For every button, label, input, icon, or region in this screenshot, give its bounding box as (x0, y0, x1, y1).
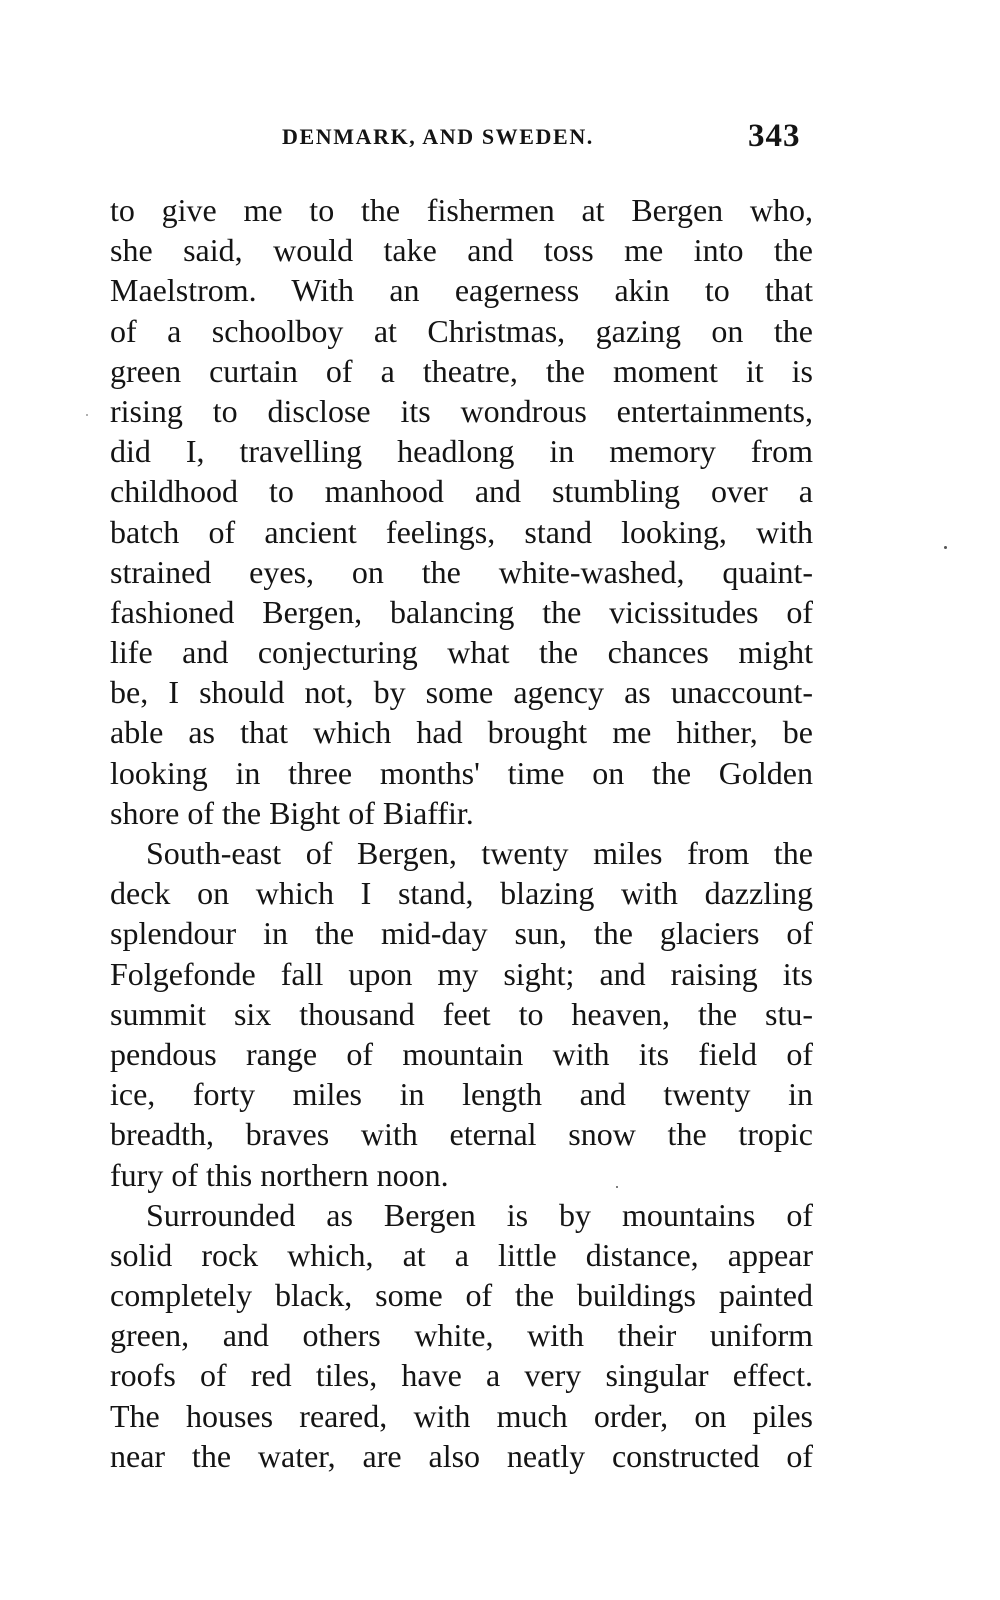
scan-speck (944, 546, 947, 549)
text-line: looking in three months' time on the Golden (110, 754, 813, 791)
text-line: fury of this northern noon. (110, 1156, 449, 1193)
body-text (110, 190, 813, 1476)
running-title: DENMARK, AND SWEDEN. (282, 124, 594, 149)
scan-speck (616, 1186, 618, 1188)
text-line: breadth, braves with eternal snow the tropic (110, 1116, 813, 1153)
text-line: Surrounded as Bergen is by mountains of (146, 1196, 813, 1233)
running-header (0, 118, 1000, 158)
text-line: life and conjecturing what the chances might (110, 634, 813, 671)
text-line: green, and others white, with their uniform (110, 1317, 813, 1354)
text-line: shore of the Bight of Biaffir. (110, 794, 474, 831)
text-line: to give me to the fishermen at Bergen who, (110, 192, 813, 228)
text-line: childhood to manhood and stumbling over a (110, 473, 813, 510)
text-line: Folgefonde fall upon my sight; and raising its (110, 955, 813, 992)
text-line: near the water, are also neatly constructed of (110, 1437, 813, 1474)
text-line: ice, forty miles in length and twenty in (110, 1076, 813, 1113)
text-line: she said, would take and toss me into the (110, 232, 813, 269)
text-line: fashioned Bergen, balancing the vicissitudes of (110, 593, 813, 630)
text-line: solid rock which, at a little distance, appear (110, 1236, 813, 1273)
text-line: Maelstrom. With an eagerness akin to that (110, 272, 813, 309)
text-line: splendour in the mid-day sun, the glaciers of (110, 915, 813, 952)
text-line: rising to disclose its wondrous entertainments, (110, 392, 813, 429)
text-line: South-east of Bergen, twenty miles from the (146, 835, 813, 871)
text-line: able as that which had brought me hither, be (110, 714, 813, 751)
text-line: summit six thousand feet to heaven, the stu- (110, 995, 813, 1032)
text-line: green curtain of a theatre, the moment it is (110, 352, 813, 389)
text-line: pendous range of mountain with its field of (110, 1035, 813, 1072)
scan-speck (86, 414, 88, 416)
text-line: batch of ancient feelings, stand looking, with (110, 513, 813, 550)
text-line: completely black, some of the buildings painted (110, 1277, 813, 1314)
text-line: The houses reared, with much order, on piles (110, 1397, 813, 1434)
page-number: 343 (748, 118, 801, 154)
text-line: roofs of red tiles, have a very singular effect. (110, 1357, 813, 1394)
text-line: strained eyes, on the white-washed, quaint- (110, 553, 813, 590)
text-line: deck on which I stand, blazing with dazzling (110, 875, 813, 912)
text-line: be, I should not, by some agency as unaccount- (110, 674, 813, 711)
text-line: did I, travelling headlong in memory from (110, 433, 813, 470)
text-line: of a schoolboy at Christmas, gazing on the (110, 312, 813, 349)
